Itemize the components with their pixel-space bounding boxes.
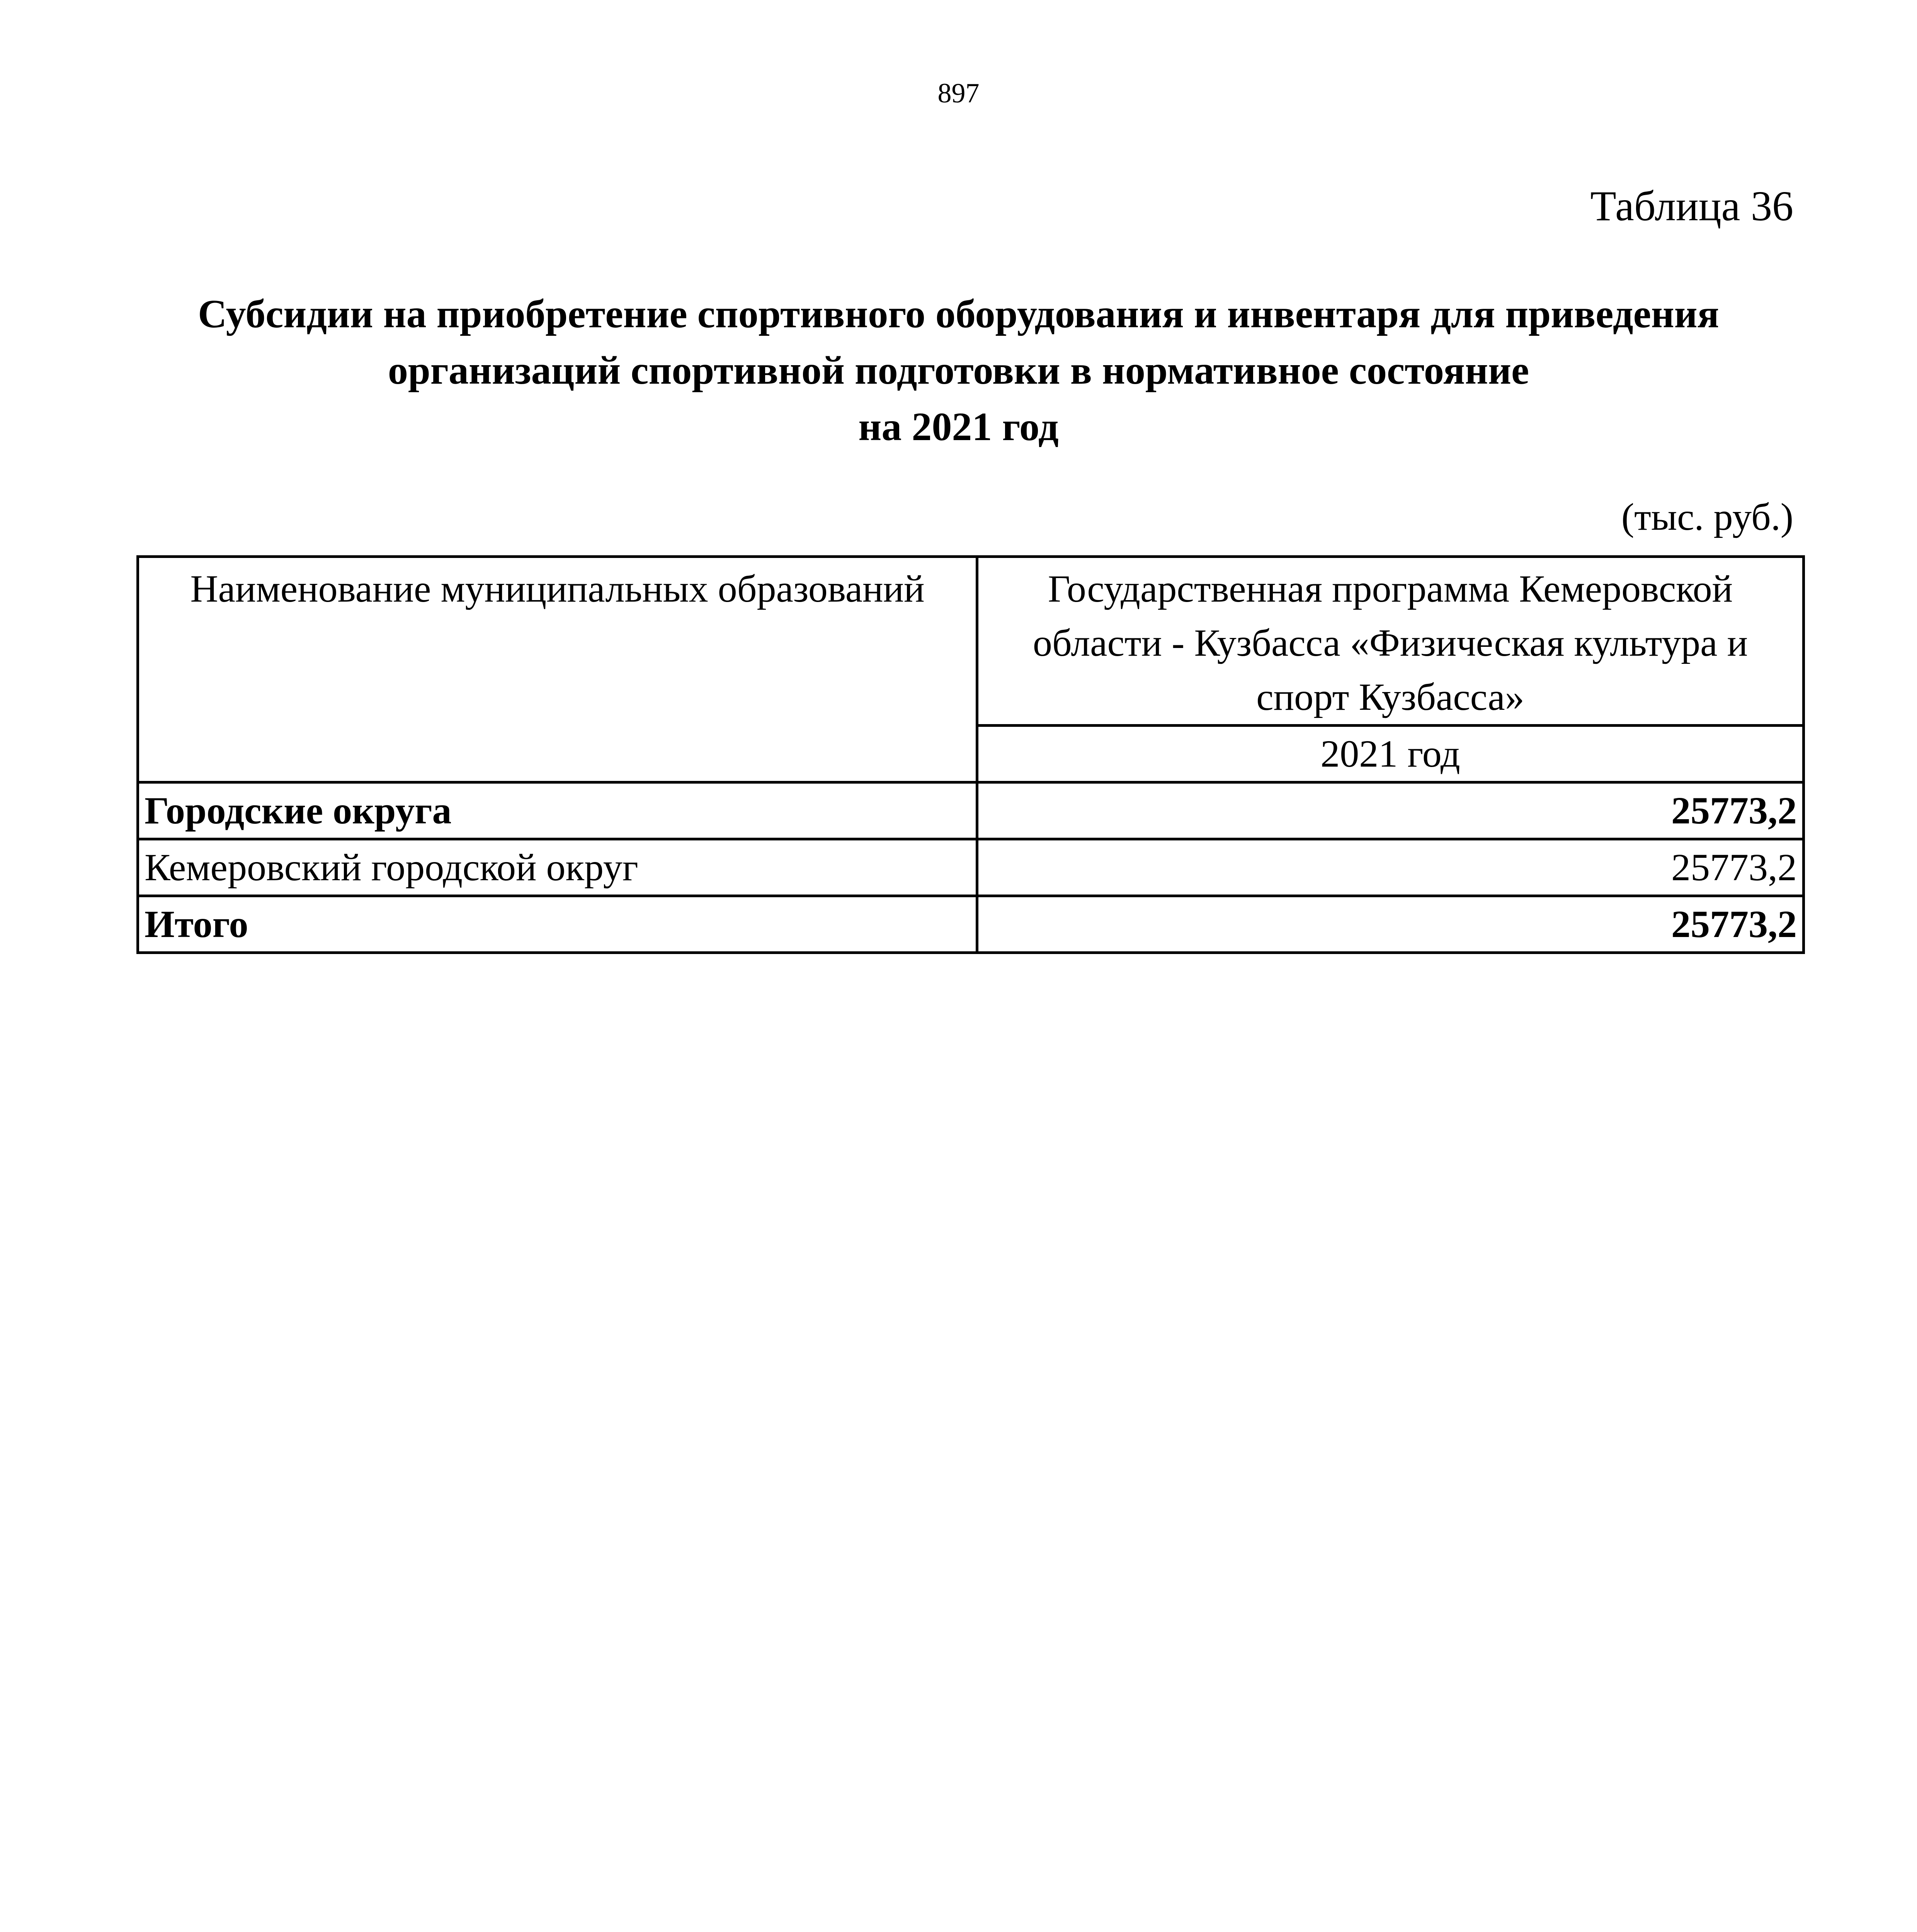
table-header-row [138,557,1804,726]
table-row [138,839,1804,896]
row-name: Кемеровский городской округ [138,839,977,896]
document-title [135,286,1782,455]
header-program: Государственная программа Кемеровской области - Кузбасса «Физическая культура и спорт Кузбасса» [977,557,1804,726]
row-name: Итого [138,896,977,953]
table-label: Таблица 36 [1590,182,1793,230]
row-value: 25773,2 [977,839,1804,896]
units-label: (тыс. руб.) [1621,495,1793,538]
row-name: Городские округа [138,782,977,839]
page-number: 897 [937,78,980,109]
table-row [138,896,1804,953]
title-line-1: Субсидии на приобретение спортивного оборудования и инвентаря для приведения [198,292,1719,336]
title-line-2: организаций спортивной подготовки в нормативное состояние [388,348,1529,393]
subsidy-table [136,555,1805,954]
row-value: 25773,2 [977,782,1804,839]
header-municipality: Наименование муниципальных образований [138,557,977,782]
table-row [138,782,1804,839]
title-line-3: на 2021 год [858,405,1059,449]
header-year: 2021 год [977,726,1804,782]
row-value: 25773,2 [977,896,1804,953]
